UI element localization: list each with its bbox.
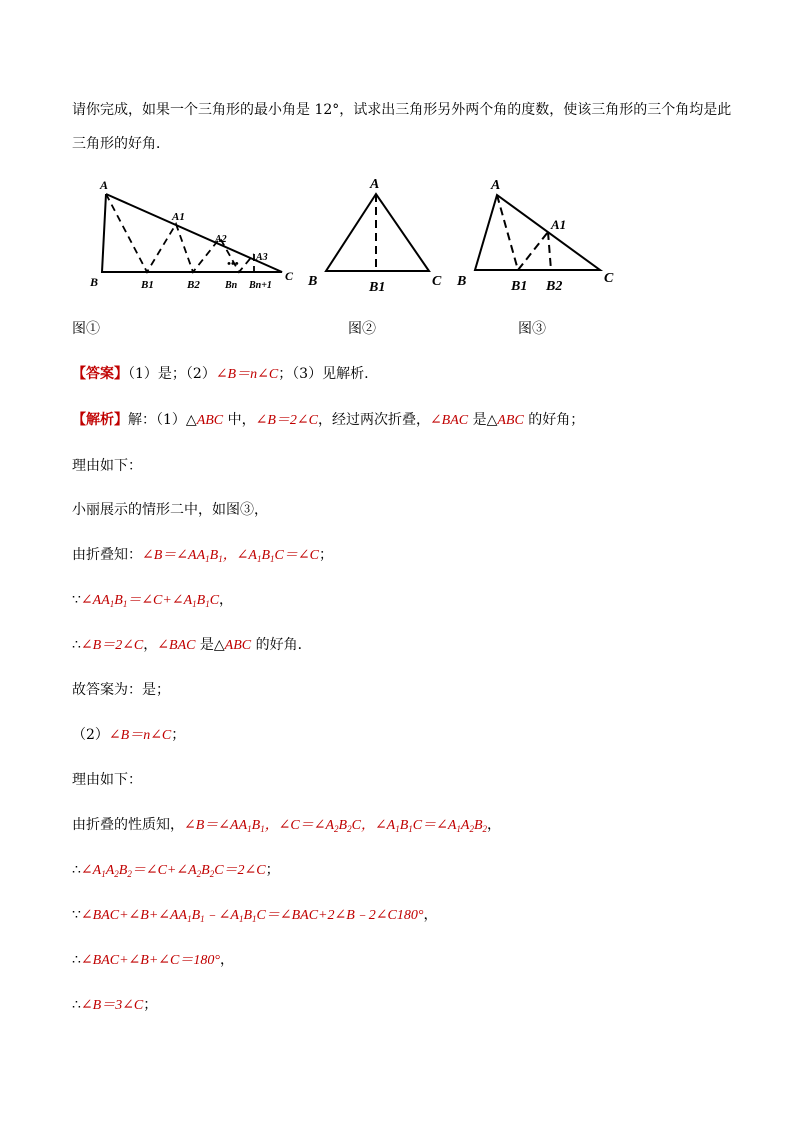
fig1-label-B1: B1 <box>141 279 154 291</box>
m: ∠AA <box>80 593 110 608</box>
figure-3-caption: 图③ <box>518 321 546 337</box>
sub: 1 <box>456 824 461 834</box>
analysis-line-2: 理由如下： <box>72 458 142 474</box>
math: ∠B＝2∠C <box>80 638 144 653</box>
m: B <box>261 548 271 563</box>
sub: 1 <box>395 824 400 834</box>
text: 的好角． <box>251 637 312 653</box>
text: （2） <box>72 727 109 743</box>
fig1-label-C: C <box>285 269 294 283</box>
math <box>81 908 424 923</box>
m: C＝∠A <box>412 818 457 833</box>
math: ∠B＝2∠C <box>255 413 318 428</box>
m: B <box>191 908 201 923</box>
text: 是△ <box>195 637 225 653</box>
sub: 1 <box>192 599 197 609</box>
sub: 2 <box>334 824 339 834</box>
fig1-label-B: B <box>90 275 99 289</box>
analysis-tag: 【解析】 <box>72 412 128 428</box>
fig2-label-A: A <box>370 177 380 192</box>
fig3-label-A: A <box>491 178 501 193</box>
sub: 2 <box>209 869 215 879</box>
sub: 1 <box>205 599 210 609</box>
fig2-label-B1: B1 <box>369 280 386 295</box>
text: ； <box>143 997 158 1013</box>
sub: 2 <box>114 869 119 879</box>
answer-math: ∠B＝n∠C <box>215 367 279 382</box>
analysis-line-14 <box>72 995 734 1016</box>
figure-3 <box>455 172 625 301</box>
fig2-label-B: B <box>308 274 318 289</box>
figure-2-diagram <box>306 172 451 297</box>
fig3-label-C: C <box>604 271 614 286</box>
math <box>81 593 219 608</box>
sub: 1 <box>122 599 128 609</box>
analysis-line-10 <box>72 815 734 836</box>
sub: 1 <box>218 554 223 564</box>
m: B <box>473 818 483 833</box>
sub: 1 <box>109 599 115 609</box>
m: B <box>201 863 210 878</box>
m: C＝2∠C <box>214 863 266 878</box>
sub: 1 <box>408 824 413 834</box>
analysis-line-8 <box>72 725 734 746</box>
m: ∠A <box>80 863 102 878</box>
m: ，∠C＝∠A <box>264 818 335 833</box>
m: ＝∠C+∠A <box>127 593 193 608</box>
analysis-line-13 <box>72 950 734 971</box>
therefore-symbol: ∴ <box>72 862 81 878</box>
fig1-label-A2: A2 <box>215 234 227 245</box>
m: B <box>118 863 128 878</box>
sub: 1 <box>256 554 262 564</box>
fig1-label-A: A <box>100 178 109 192</box>
sub: 1 <box>101 869 106 879</box>
text: ； <box>265 862 280 878</box>
math <box>184 818 487 833</box>
text: ， <box>423 907 438 923</box>
fig1-label-B2: B2 <box>187 279 200 291</box>
m: B <box>251 818 261 833</box>
sub: 2 <box>482 824 488 834</box>
fig3-fold-line-2 <box>548 232 551 270</box>
m: B <box>338 818 348 833</box>
therefore-symbol: ∴ <box>72 997 81 1013</box>
sub: 1 <box>187 914 192 924</box>
m: C <box>209 593 220 608</box>
math: ∠BAC <box>157 638 196 653</box>
sub: 2 <box>127 869 132 879</box>
analysis-line-3: 小丽展示的情形二中，如图③， <box>72 502 268 518</box>
answer-line <box>72 364 734 385</box>
m: C＝∠BAC+2∠B﹣2∠C180° <box>256 908 424 923</box>
because-symbol: ∵ <box>72 907 81 923</box>
analysis-line-12 <box>72 905 734 926</box>
text: ，经过两次折叠， <box>317 412 430 428</box>
fig3-label-A1: A1 <box>551 217 567 232</box>
analysis-line-1 <box>72 410 734 431</box>
fig3-fold-line-1 <box>497 195 548 270</box>
analysis-line-5 <box>72 590 734 611</box>
text: 的好角； <box>523 412 585 428</box>
math: ABC <box>224 638 252 653</box>
fig1-dots: ••• <box>227 258 239 270</box>
text: 中， <box>223 412 256 428</box>
m: ，∠A <box>222 548 257 563</box>
text: 解：（1）△ <box>128 412 197 428</box>
text: 由折叠知： <box>72 547 142 563</box>
math: ABC <box>196 413 224 428</box>
analysis-line-9: 理由如下： <box>72 772 142 788</box>
sub: 1 <box>252 914 257 924</box>
fig3-label-B2: B2 <box>546 279 563 294</box>
math: ∠B＝3∠C <box>80 998 144 1013</box>
m: B <box>114 593 123 608</box>
analysis-line-11 <box>72 860 734 881</box>
analysis-line-4 <box>72 545 734 566</box>
sub: 1 <box>247 824 252 834</box>
problem-line-1: 请你完成，如果一个三角形的最小角是 12°，试求出三角形另外两个角的度数，使该三角形的三个角均是此 <box>72 102 732 118</box>
therefore-symbol: ∴ <box>72 952 81 968</box>
answer-tag: 【答案】 <box>72 366 128 382</box>
m: ＝∠C+∠A <box>131 863 197 878</box>
text: ， <box>219 952 234 968</box>
sub: 1 <box>270 554 275 564</box>
answer-part-2: ；（3）见解析. <box>278 366 369 382</box>
math: ∠B＝n∠C <box>108 728 172 743</box>
because-symbol: ∵ <box>72 592 81 608</box>
math: ABC <box>497 413 524 428</box>
figure-1-caption: 图① <box>72 321 100 337</box>
fig1-label-A1: A1 <box>172 211 185 223</box>
sub: 1 <box>260 824 265 834</box>
m: C＝∠C <box>274 548 319 563</box>
figure-3-diagram <box>455 172 625 297</box>
text: ； <box>171 727 186 743</box>
text: ； <box>318 547 333 563</box>
fig1-label-A3: A3 <box>256 252 268 263</box>
text: ， <box>143 637 158 653</box>
m: ∠B＝∠AA <box>184 818 248 833</box>
fig3-triangle <box>475 195 600 270</box>
sub: 2 <box>469 824 474 834</box>
figure-2 <box>306 172 451 301</box>
math <box>142 548 319 563</box>
sub: 2 <box>347 824 352 834</box>
m: ∠B＝∠AA <box>142 548 206 563</box>
m: A <box>105 863 115 878</box>
text: 由折叠的性质知， <box>72 817 184 833</box>
fig2-triangle <box>326 194 429 271</box>
sub: 1 <box>200 914 205 924</box>
fig1-label-Bn1: Bn+1 <box>249 280 272 291</box>
m: ∠BAC+∠B+∠AA <box>80 908 188 923</box>
fig3-label-B: B <box>457 274 467 289</box>
therefore-symbol: ∴ <box>72 637 81 653</box>
m: B <box>209 548 219 563</box>
m: B <box>399 818 409 833</box>
sub: 1 <box>238 914 244 924</box>
fig1-label-Bn: Bn <box>225 280 238 291</box>
text: 是△ <box>468 412 498 428</box>
m: B <box>196 593 206 608</box>
math: ∠BAC <box>429 413 469 428</box>
figure-1 <box>88 172 300 301</box>
fig2-label-C: C <box>432 274 442 289</box>
fig1-triangle <box>102 194 282 272</box>
analysis-line-6 <box>72 635 734 656</box>
fig3-label-B1: B1 <box>511 279 528 294</box>
text: ， <box>219 592 234 608</box>
figure-1-diagram <box>88 172 300 297</box>
figure-2-caption: 图② <box>348 321 376 337</box>
m: ﹣∠A <box>204 908 239 923</box>
answer-part-1: （1）是；（2） <box>128 366 216 382</box>
math: ∠BAC+∠B+∠C＝180° <box>80 953 220 968</box>
m: A <box>460 818 470 833</box>
problem-line-2: 三角形的好角． <box>72 136 170 152</box>
sub: 2 <box>196 869 202 879</box>
sub: 1 <box>205 554 210 564</box>
m: B <box>243 908 253 923</box>
math <box>81 863 266 878</box>
m: C，∠A <box>351 818 396 833</box>
text: ， <box>487 817 502 833</box>
analysis-line-7: 故答案为：是； <box>72 682 170 698</box>
